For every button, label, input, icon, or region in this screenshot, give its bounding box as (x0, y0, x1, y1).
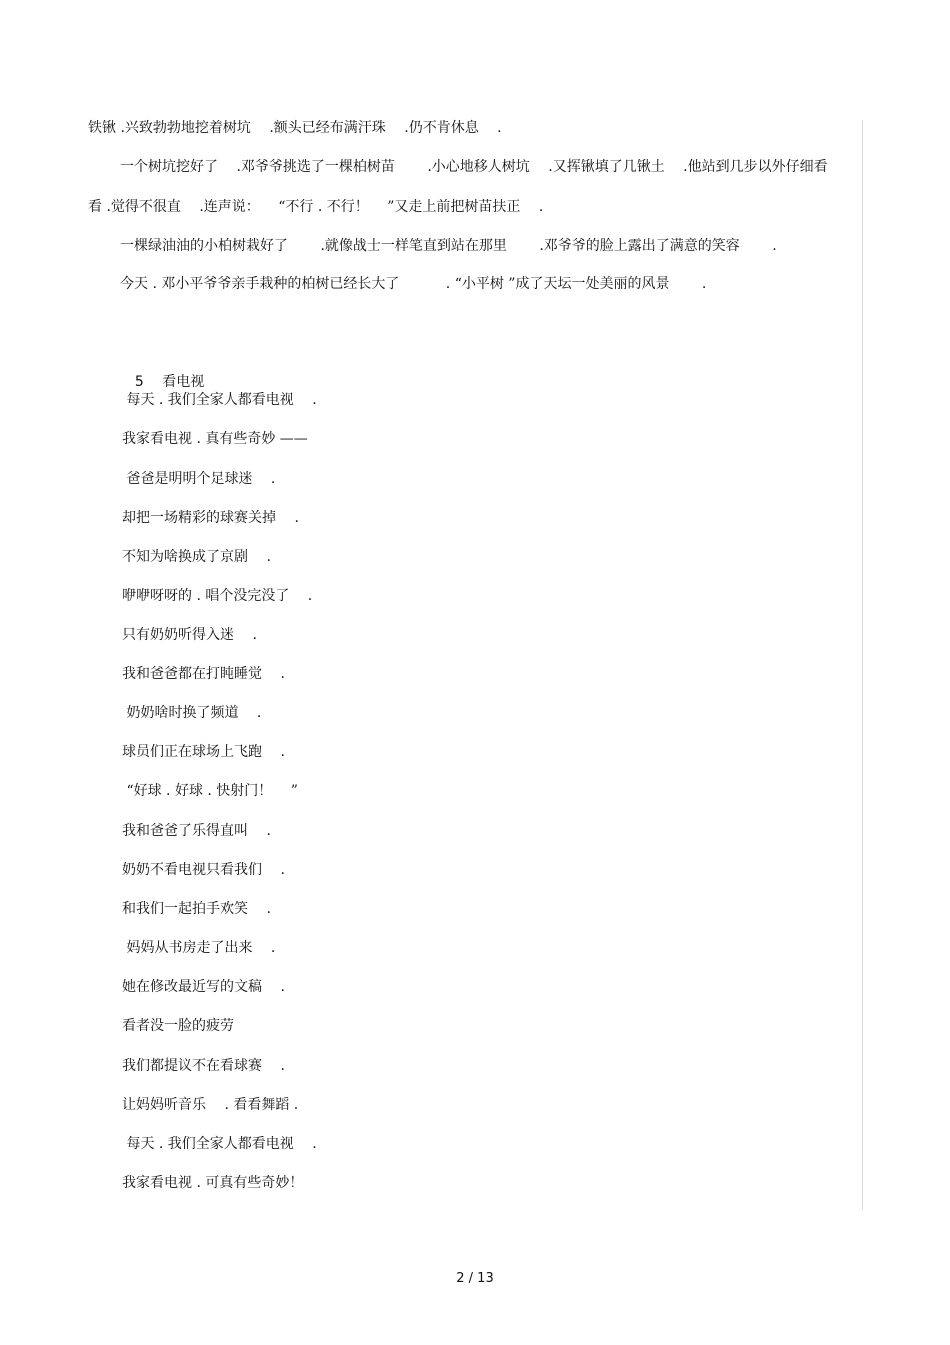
intro-line: 看 .觉得不很直 .连声说： “不行 . 不行！ ”又走上前把树苗扶正 . (88, 199, 544, 215)
poem-line: 我和爸爸都在打盹睡觉 . (122, 666, 285, 682)
poem-line: 和我们一起拍手欢笑 . (122, 901, 271, 917)
poem-line: 奶奶不看电视只看我们 . (122, 862, 285, 878)
poem-line: 妈妈从书房走了出来 . (122, 940, 276, 956)
intro-line: 今天 . 邓小平爷爷亲手栽种的柏树已经长大了 . “小平树 ”成了天坛一处美丽的风景 . (120, 276, 707, 292)
poem-line: 爸爸是明明个足球迷 . (122, 471, 276, 487)
section-number: 5 (134, 374, 144, 390)
poem-line: 我家看电视 . 可真有些奇妙！ (122, 1175, 304, 1191)
section-title: 看电视 (162, 374, 205, 390)
poem-line: 奶奶啥时换了频道 . (122, 705, 262, 721)
page-margin-rule (862, 120, 863, 1210)
intro-line: 一棵绿油油的小柏树栽好了 .就像战士一样笔直到站在那里 .邓爷爷的脸上露出了满意的笑容 . (120, 238, 777, 254)
page-indicator: 2 / 13 (456, 1271, 494, 1286)
poem-line: 让妈妈听音乐 . 看看舞蹈 . (122, 1097, 299, 1113)
poem-line: 不知为啥换成了京剧 . (122, 549, 271, 565)
section-heading (126, 352, 204, 392)
intro-line: 一个树坑挖好了 .邓爷爷挑选了一棵柏树苗 .小心地移人树坑 .又挥锹填了几锹土 .他站到几步以外仔细看 (120, 159, 828, 175)
poem-line: 只有奶奶听得入迷 . (122, 627, 257, 643)
poem-line: 每天 . 我们全家人都看电视 . (122, 392, 317, 408)
poem-line: 我们都提议不在看球赛 . (122, 1058, 285, 1074)
poem-line: 看者没一脸的疲劳 (122, 1018, 234, 1034)
poem-line: 我和爸爸了乐得直叫 . (122, 823, 271, 839)
poem-line: “好球 . 好球 . 快射门！ ” (122, 783, 298, 799)
intro-line: 铁锹 .兴致勃勃地挖着树坑 .额头已经布满汗珠 .仍不肯休息 . (88, 120, 502, 136)
poem-line: 咿咿呀呀的 . 唱个没完没了 . (122, 588, 313, 604)
poem-line: 她在修改最近写的文稿 . (122, 979, 285, 995)
poem-line: 却把一场精彩的球赛关掉 . (122, 510, 299, 526)
poem-line: 每天 . 我们全家人都看电视 . (122, 1136, 317, 1152)
poem-line: 球员们正在球场上飞跑 . (122, 744, 285, 760)
poem-line: 我家看电视 . 真有些奇妙 —— (122, 431, 308, 447)
